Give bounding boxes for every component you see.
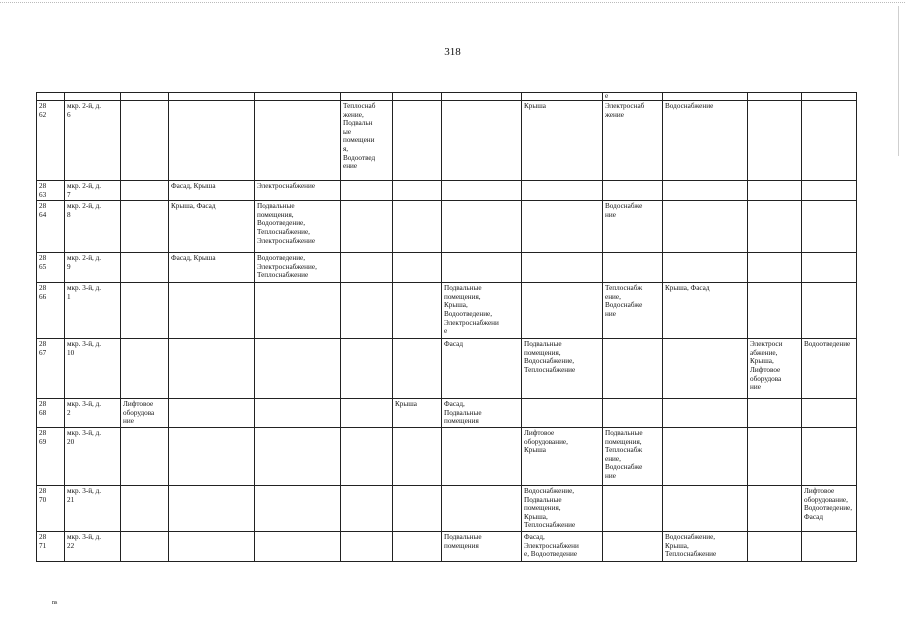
address-cell: мкр. 3-й, д. 22 xyxy=(65,531,121,561)
work-type-cell xyxy=(121,101,169,181)
work-type-cell xyxy=(169,531,255,561)
work-type-cell xyxy=(748,181,802,201)
address-cell: мкр. 3-й, д. 20 xyxy=(65,427,121,485)
work-type-cell: Фасад, Электроснабжени е, Водоотведение xyxy=(522,531,603,561)
work-type-cell xyxy=(748,101,802,181)
table-row xyxy=(37,339,857,399)
document-sheet xyxy=(36,92,857,562)
work-type-cell xyxy=(522,253,603,283)
work-type-cell xyxy=(748,531,802,561)
work-type-cell xyxy=(255,485,341,531)
table-row xyxy=(37,485,857,531)
work-type-cell: Подвальные помещения, Крыша, Водоотведение, Электроснабжени е xyxy=(442,283,522,339)
address-cell: мкр. 3-й, д. 21 xyxy=(65,485,121,531)
work-type-cell xyxy=(255,531,341,561)
scan-edge-line xyxy=(0,2,905,9)
work-type-cell xyxy=(802,253,857,283)
work-type-cell: Водоснабжение xyxy=(663,101,748,181)
row-number-cell: 28 68 xyxy=(37,399,65,428)
work-type-cell: Крыша xyxy=(393,399,442,428)
work-type-cell xyxy=(603,339,663,399)
work-type-cell xyxy=(748,253,802,283)
work-type-cell xyxy=(255,339,341,399)
work-type-cell xyxy=(393,427,442,485)
work-type-cell: Фасад, Подвальные помещения xyxy=(442,399,522,428)
work-type-cell xyxy=(169,427,255,485)
work-type-cell xyxy=(802,101,857,181)
address-cell: мкр. 3-й, д. 1 xyxy=(65,283,121,339)
work-type-cell xyxy=(255,427,341,485)
work-type-cell xyxy=(802,427,857,485)
work-type-cell xyxy=(522,201,603,253)
work-type-cell: Крыша, Фасад xyxy=(663,283,748,339)
row-number-cell: 28 62 xyxy=(37,101,65,181)
work-type-cell: Подвальные помещения xyxy=(442,531,522,561)
work-type-cell xyxy=(522,181,603,201)
work-type-cell xyxy=(121,339,169,399)
work-type-cell xyxy=(802,399,857,428)
table-row xyxy=(37,201,857,253)
work-type-cell xyxy=(603,531,663,561)
work-type-cell: Водоотведение xyxy=(802,339,857,399)
address-cell: мкр. 2-й, д. 7 xyxy=(65,181,121,201)
page-number: 318 xyxy=(444,46,461,58)
work-type-cell xyxy=(393,181,442,201)
work-type-cell: Лифтовое оборудование, Крыша xyxy=(522,427,603,485)
work-type-cell: Фасад, Крыша xyxy=(169,253,255,283)
table-row xyxy=(37,101,857,181)
work-type-cell xyxy=(121,427,169,485)
strip-cell xyxy=(341,93,393,101)
work-type-cell xyxy=(121,181,169,201)
table-row xyxy=(37,181,857,201)
work-type-cell xyxy=(663,485,748,531)
work-type-cell xyxy=(522,399,603,428)
work-type-cell xyxy=(393,201,442,253)
work-type-cell xyxy=(393,253,442,283)
row-number-cell: 28 65 xyxy=(37,253,65,283)
work-type-cell xyxy=(442,201,522,253)
row-number-cell: 28 66 xyxy=(37,283,65,339)
work-type-cell: Водоотведение, Электроснабжение, Теплоснабжение xyxy=(255,253,341,283)
address-cell: мкр. 2-й, д. 9 xyxy=(65,253,121,283)
work-type-cell: Фасад xyxy=(442,339,522,399)
work-type-cell: Водоснабжение, Крыша, Теплоснабжение xyxy=(663,531,748,561)
work-type-cell xyxy=(603,485,663,531)
work-type-cell xyxy=(748,485,802,531)
work-type-cell xyxy=(442,485,522,531)
work-type-cell xyxy=(802,531,857,561)
work-type-cell: Электроси абжение, Крыша, Лифтовое оборудова ние xyxy=(748,339,802,399)
work-type-cell xyxy=(341,485,393,531)
work-type-cell xyxy=(663,339,748,399)
address-cell: мкр. 3-й, д. 2 xyxy=(65,399,121,428)
work-type-cell: Подвальные помещения, Водоотведение, Теплоснабжение, Электроснабжение xyxy=(255,201,341,253)
work-type-cell xyxy=(341,531,393,561)
work-type-cell: Водоснабжение, Подвальные помещения, Крыша, Теплоснабжение xyxy=(522,485,603,531)
strip-cell xyxy=(393,93,442,101)
strip-cell xyxy=(37,93,65,101)
table-row xyxy=(37,399,857,428)
work-type-cell xyxy=(393,339,442,399)
work-type-cell: Водоснабже ние xyxy=(603,201,663,253)
work-type-cell xyxy=(341,427,393,485)
work-type-cell xyxy=(169,339,255,399)
work-type-cell xyxy=(341,181,393,201)
work-type-cell xyxy=(663,427,748,485)
work-type-cell xyxy=(169,283,255,339)
row-number-cell: 28 71 xyxy=(37,531,65,561)
work-type-cell xyxy=(169,485,255,531)
strip-cell xyxy=(748,93,802,101)
work-type-cell xyxy=(121,253,169,283)
work-type-cell xyxy=(393,485,442,531)
work-type-cell xyxy=(393,101,442,181)
repair-schedule-table xyxy=(36,92,857,562)
work-type-cell xyxy=(121,531,169,561)
row-number-cell: 28 64 xyxy=(37,201,65,253)
table-row xyxy=(37,427,857,485)
row-number-cell: 28 63 xyxy=(37,181,65,201)
row-number-cell: 28 69 xyxy=(37,427,65,485)
table-top-strip xyxy=(37,93,857,101)
work-type-cell: Лифтовое оборудова ние xyxy=(121,399,169,428)
work-type-cell xyxy=(442,253,522,283)
work-type-cell: Теплоснабж ение, Водоснабже ние xyxy=(603,283,663,339)
strip-cell xyxy=(65,93,121,101)
strip-cell xyxy=(255,93,341,101)
work-type-cell xyxy=(121,201,169,253)
work-type-cell xyxy=(603,181,663,201)
work-type-cell: Подвальные помещения, Теплоснабж ение, Водоснабже ние xyxy=(603,427,663,485)
work-type-cell: Подвальные помещения, Водоснабжение, Теплоснабжение xyxy=(522,339,603,399)
address-cell: мкр. 2-й, д. 8 xyxy=(65,201,121,253)
work-type-cell xyxy=(522,283,603,339)
strip-cell xyxy=(169,93,255,101)
work-type-cell xyxy=(341,339,393,399)
strip-cell xyxy=(663,93,748,101)
strip-cell xyxy=(802,93,857,101)
work-type-cell xyxy=(121,485,169,531)
work-type-cell xyxy=(393,283,442,339)
work-type-cell: Фасад, Крыша xyxy=(169,181,255,201)
work-type-cell: Теплоснаб жение, Подвальн ые помещени я, Водоотвед ение xyxy=(341,101,393,181)
work-type-cell xyxy=(255,399,341,428)
address-cell: мкр. 3-й, д. 10 xyxy=(65,339,121,399)
work-type-cell xyxy=(603,399,663,428)
work-type-cell xyxy=(255,101,341,181)
work-type-cell xyxy=(748,427,802,485)
work-type-cell xyxy=(341,253,393,283)
work-type-cell: Лифтовое оборудование, Водоотведение, Фасад xyxy=(802,485,857,531)
work-type-cell xyxy=(393,531,442,561)
work-type-cell xyxy=(442,427,522,485)
work-type-cell xyxy=(255,283,341,339)
work-type-cell: Крыша, Фасад xyxy=(169,201,255,253)
table-row xyxy=(37,253,857,283)
work-type-cell xyxy=(442,181,522,201)
table-row xyxy=(37,531,857,561)
work-type-cell xyxy=(663,399,748,428)
row-number-cell: 28 70 xyxy=(37,485,65,531)
work-type-cell xyxy=(663,181,748,201)
work-type-cell: Крыша xyxy=(522,101,603,181)
table-row xyxy=(37,283,857,339)
work-type-cell xyxy=(663,253,748,283)
work-type-cell xyxy=(121,283,169,339)
work-type-cell xyxy=(341,399,393,428)
strip-cell: е xyxy=(603,93,663,101)
work-type-cell xyxy=(802,283,857,339)
work-type-cell xyxy=(802,181,857,201)
strip-cell xyxy=(522,93,603,101)
row-number-cell: 28 67 xyxy=(37,339,65,399)
work-type-cell xyxy=(748,399,802,428)
work-type-cell: Электроснаб жение xyxy=(603,101,663,181)
address-cell: мкр. 2-й, д. 6 xyxy=(65,101,121,181)
work-type-cell xyxy=(169,101,255,181)
work-type-cell xyxy=(341,283,393,339)
work-type-cell xyxy=(663,201,748,253)
work-type-cell xyxy=(169,399,255,428)
strip-cell xyxy=(121,93,169,101)
work-type-cell xyxy=(748,283,802,339)
work-type-cell xyxy=(748,201,802,253)
work-type-cell xyxy=(341,201,393,253)
strip-cell xyxy=(442,93,522,101)
work-type-cell: Электроснабжение xyxy=(255,181,341,201)
work-type-cell xyxy=(442,101,522,181)
footer-mark: ns xyxy=(52,600,58,606)
work-type-cell xyxy=(603,253,663,283)
work-type-cell xyxy=(802,201,857,253)
scan-side-edge xyxy=(898,6,899,156)
